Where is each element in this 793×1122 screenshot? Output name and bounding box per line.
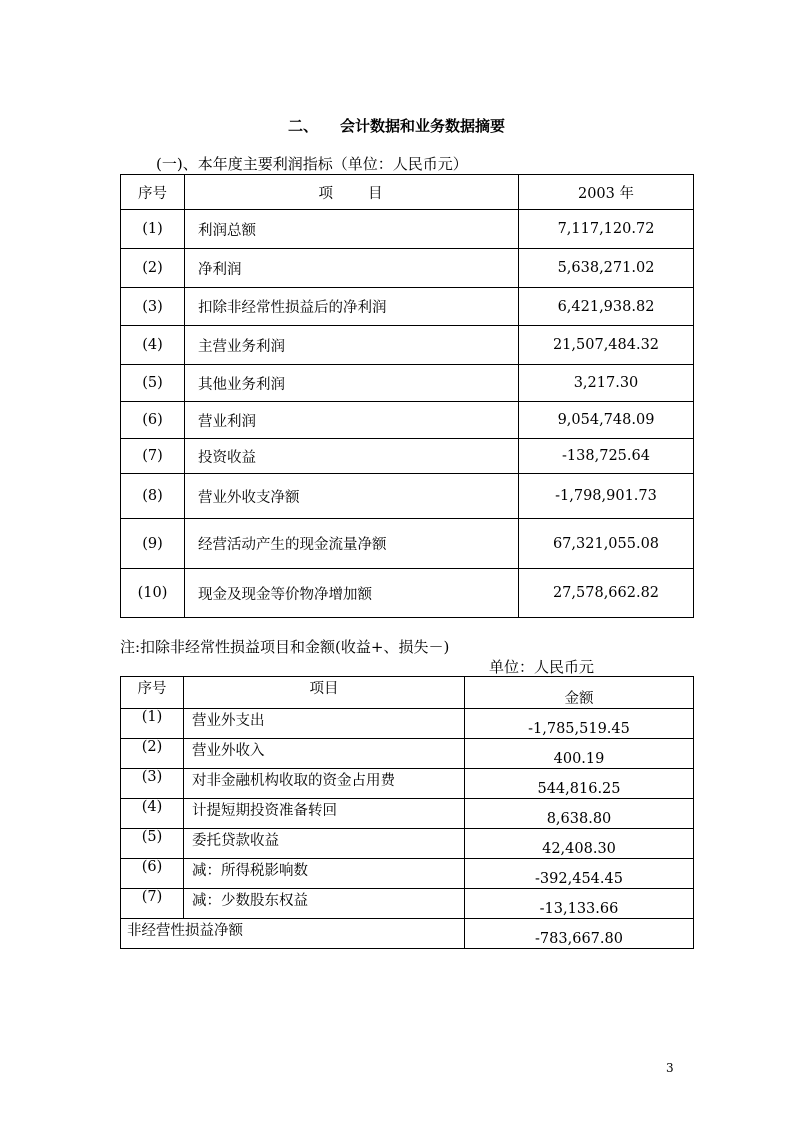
row-no: (5) bbox=[121, 829, 184, 859]
row-item: 减：所得税影响数 bbox=[184, 859, 465, 889]
section-title bbox=[0, 115, 793, 136]
row-item: 减：少数股东权益 bbox=[184, 889, 465, 919]
row-value: 400.19 bbox=[465, 739, 694, 769]
table1-caption: (一)、本年度主要利润指标（单位：人民币元） bbox=[156, 155, 468, 173]
row-value: 8,638.80 bbox=[465, 799, 694, 829]
row-item: 主营业务利润 bbox=[185, 326, 519, 365]
row-item: 净利润 bbox=[185, 249, 519, 288]
table-row bbox=[121, 829, 694, 859]
row-value: -1,798,901.73 bbox=[519, 474, 694, 519]
header-no: 序号 bbox=[121, 677, 184, 709]
table-row bbox=[121, 326, 694, 365]
section-title-text: 会计数据和业务数据摘要 bbox=[340, 117, 506, 135]
row-value: 5,638,271.02 bbox=[519, 249, 694, 288]
row-item: 经营活动产生的现金流量净额 bbox=[185, 519, 519, 569]
profit-indicators-table bbox=[120, 174, 694, 618]
header-amount: 金额 bbox=[465, 677, 694, 709]
row-item: 营业外收入 bbox=[184, 739, 465, 769]
row-item: 投资收益 bbox=[185, 439, 519, 474]
total-value: -783,667.80 bbox=[465, 919, 694, 949]
table-row bbox=[121, 210, 694, 249]
table-row bbox=[121, 439, 694, 474]
row-no: (7) bbox=[121, 889, 184, 919]
header-item: 项 目 bbox=[185, 175, 519, 210]
row-value: 3,217.30 bbox=[519, 365, 694, 402]
table-row bbox=[121, 569, 694, 618]
table-header-row bbox=[121, 677, 694, 709]
row-item: 利润总额 bbox=[185, 210, 519, 249]
row-no: (6) bbox=[121, 402, 185, 439]
row-no: (1) bbox=[121, 210, 185, 249]
table-row bbox=[121, 769, 694, 799]
row-no: (4) bbox=[121, 326, 185, 365]
row-value: 544,816.25 bbox=[465, 769, 694, 799]
non-recurring-items-table bbox=[120, 676, 694, 949]
row-no: (10) bbox=[121, 569, 185, 618]
table-row bbox=[121, 288, 694, 326]
total-row bbox=[121, 919, 694, 949]
table-row bbox=[121, 859, 694, 889]
total-label: 非经营性损益净额 bbox=[121, 919, 465, 949]
header-year: 2003 年 bbox=[519, 175, 694, 210]
row-item: 营业外支出 bbox=[184, 709, 465, 739]
row-no: (3) bbox=[121, 769, 184, 799]
table-row bbox=[121, 739, 694, 769]
row-value: 42,408.30 bbox=[465, 829, 694, 859]
row-value: -13,133.66 bbox=[465, 889, 694, 919]
row-value: 27,578,662.82 bbox=[519, 569, 694, 618]
non-recurring-note: 注:扣除非经常性损益项目和金额(收益+、损失－) bbox=[120, 638, 450, 656]
row-value: 7,117,120.72 bbox=[519, 210, 694, 249]
table-row bbox=[121, 519, 694, 569]
row-no: (1) bbox=[121, 709, 184, 739]
table-row bbox=[121, 474, 694, 519]
row-no: (7) bbox=[121, 439, 185, 474]
table-row bbox=[121, 799, 694, 829]
row-value: 67,321,055.08 bbox=[519, 519, 694, 569]
row-item: 对非金融机构收取的资金占用费 bbox=[184, 769, 465, 799]
row-no: (2) bbox=[121, 249, 185, 288]
table-row bbox=[121, 249, 694, 288]
row-item: 营业利润 bbox=[185, 402, 519, 439]
row-value: -138,725.64 bbox=[519, 439, 694, 474]
row-no: (4) bbox=[121, 799, 184, 829]
row-no: (3) bbox=[121, 288, 185, 326]
page-number: 3 bbox=[666, 1061, 674, 1075]
row-no: (2) bbox=[121, 739, 184, 769]
row-no: (5) bbox=[121, 365, 185, 402]
section-number: 二、 bbox=[287, 117, 318, 135]
unit-label: 单位：人民币元 bbox=[489, 658, 595, 676]
row-value: 6,421,938.82 bbox=[519, 288, 694, 326]
header-no: 序号 bbox=[121, 175, 185, 210]
header-item: 项目 bbox=[184, 677, 465, 709]
row-no: (6) bbox=[121, 859, 184, 889]
table-row bbox=[121, 365, 694, 402]
row-no: (8) bbox=[121, 474, 185, 519]
row-item: 营业外收支净额 bbox=[185, 474, 519, 519]
table-row bbox=[121, 709, 694, 739]
row-item: 其他业务利润 bbox=[185, 365, 519, 402]
row-value: -392,454.45 bbox=[465, 859, 694, 889]
row-no: (9) bbox=[121, 519, 185, 569]
row-item: 扣除非经常性损益后的净利润 bbox=[185, 288, 519, 326]
table-header-row bbox=[121, 175, 694, 210]
row-item: 委托贷款收益 bbox=[184, 829, 465, 859]
table-row bbox=[121, 889, 694, 919]
table-row bbox=[121, 402, 694, 439]
row-value: 21,507,484.32 bbox=[519, 326, 694, 365]
row-item: 现金及现金等价物净增加额 bbox=[185, 569, 519, 618]
row-item: 计提短期投资准备转回 bbox=[184, 799, 465, 829]
row-value: 9,054,748.09 bbox=[519, 402, 694, 439]
row-value: -1,785,519.45 bbox=[465, 709, 694, 739]
